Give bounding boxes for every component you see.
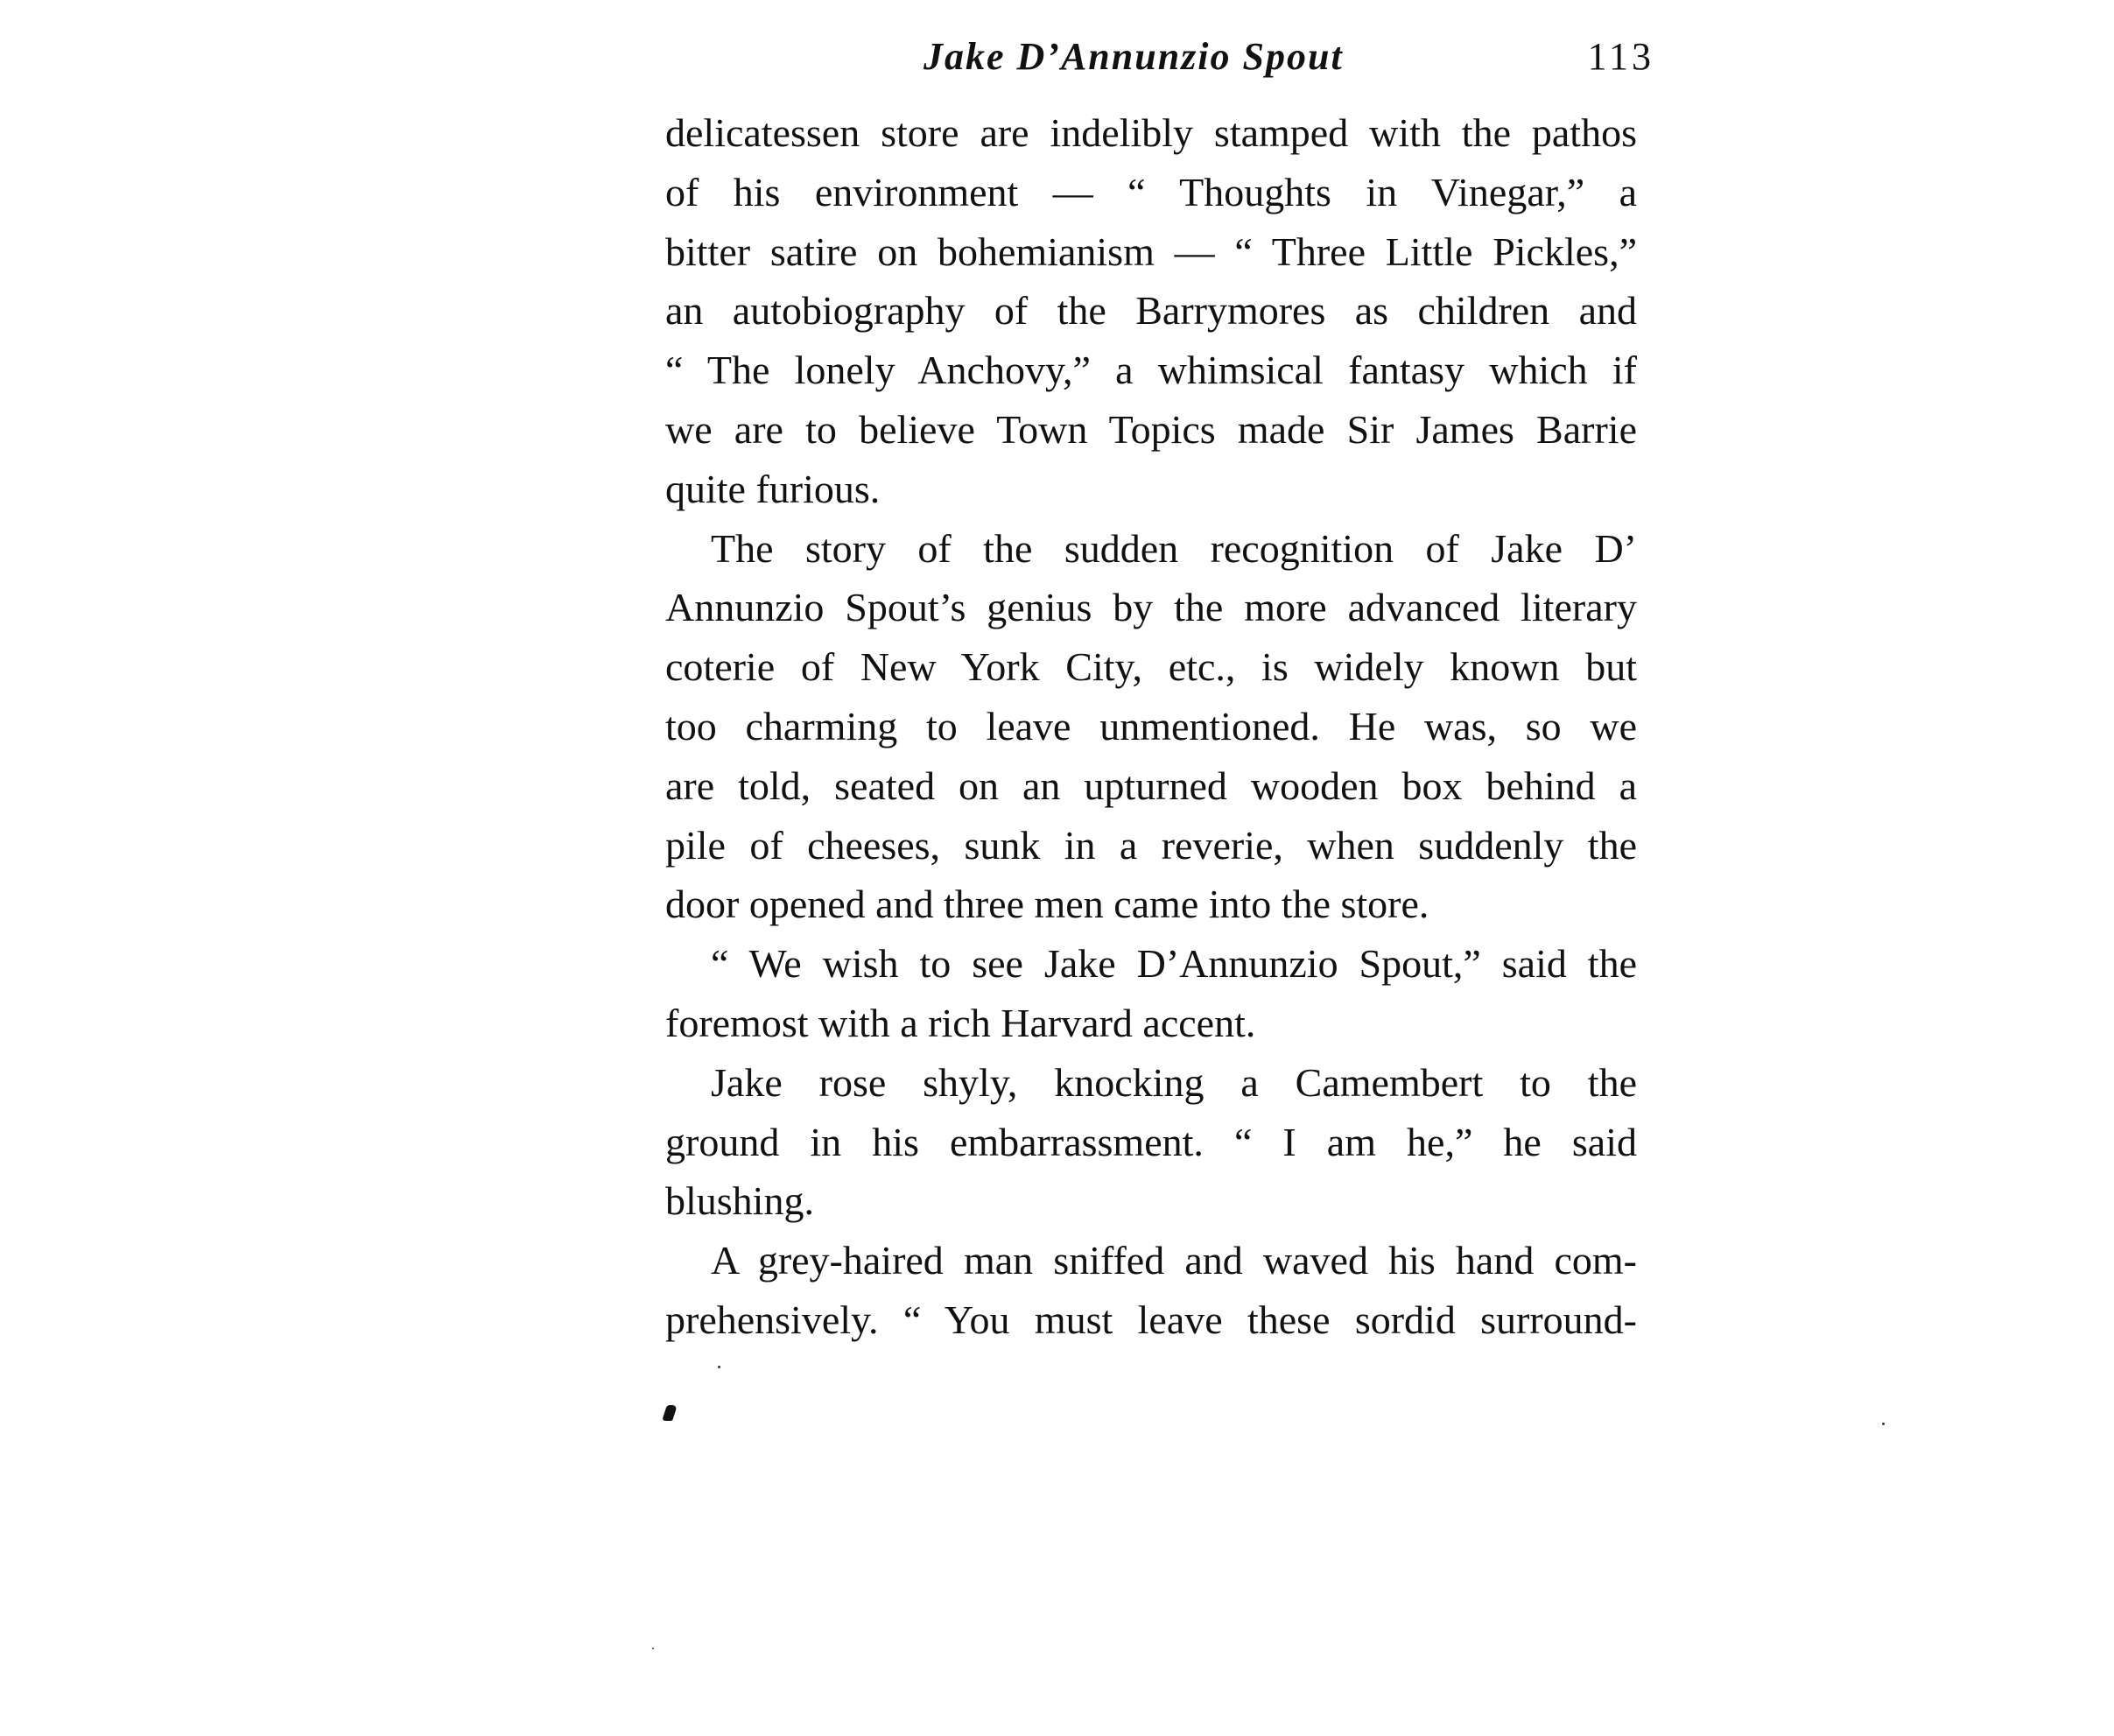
page-number: 113 (1587, 35, 1654, 78)
ink-blot (662, 1405, 678, 1421)
paragraph (665, 1231, 1637, 1350)
running-head (902, 26, 1654, 88)
running-title: Jake D’Annunzio Spout (924, 35, 1344, 78)
text-line: prehensively. “ You must leave these sordid surround- (665, 1297, 1637, 1342)
paragraph (665, 934, 1637, 1053)
paper-speck (652, 1648, 654, 1649)
text-line: A grey-haired man sniffed and waved his hand com- (711, 1238, 1637, 1283)
text-line: of his environment — “ Thoughts in Vinegar,” a (665, 169, 1637, 214)
text-line: we are to believe Town Topics made Sir James Barrie (665, 406, 1637, 452)
text-line: door opened and three men came into the store. (665, 882, 1429, 927)
paper-speck (1882, 1423, 1885, 1425)
text-line: an autobiography of the Barrymores as children and (665, 288, 1637, 334)
text-line: foremost with a rich Harvard accent. (665, 1000, 1256, 1045)
text-line: Jake rose shyly, knocking a Camembert to the (711, 1059, 1637, 1105)
text-line: delicatessen store are indelibly stamped with the pathos (665, 110, 1637, 155)
text-line: “ We wish to see Jake D’Annunzio Spout,” said the (711, 941, 1637, 987)
body-text (665, 103, 1637, 1350)
text-line: quite furious. (665, 466, 881, 511)
paper-speck (718, 1366, 720, 1368)
text-line: Annunzio Spout’s genius by the more advanced literary (665, 585, 1637, 630)
text-line: blushing. (665, 1178, 814, 1224)
text-line: too charming to leave unmentioned. He was, so we (665, 703, 1637, 749)
text-line: The story of the sudden recognition of Jake D’ (711, 525, 1637, 571)
text-line: ground in his embarrassment. “ I am he,” he said (665, 1119, 1637, 1164)
text-line: are told, seated on an upturned wooden box behind a (665, 763, 1637, 808)
paragraph (665, 519, 1637, 935)
text-line: pile of cheeses, sunk in a reverie, when suddenly the (665, 822, 1637, 868)
paragraph (665, 1053, 1637, 1231)
text-line: coterie of New York City, etc., is widely known but (665, 644, 1637, 690)
text-line: bitter satire on bohemianism — “ Three Little Pickles,” (665, 228, 1637, 274)
text-line: “ The lonely Anchovy,” a whimsical fantasy which if (665, 348, 1637, 393)
paragraph (665, 103, 1637, 519)
